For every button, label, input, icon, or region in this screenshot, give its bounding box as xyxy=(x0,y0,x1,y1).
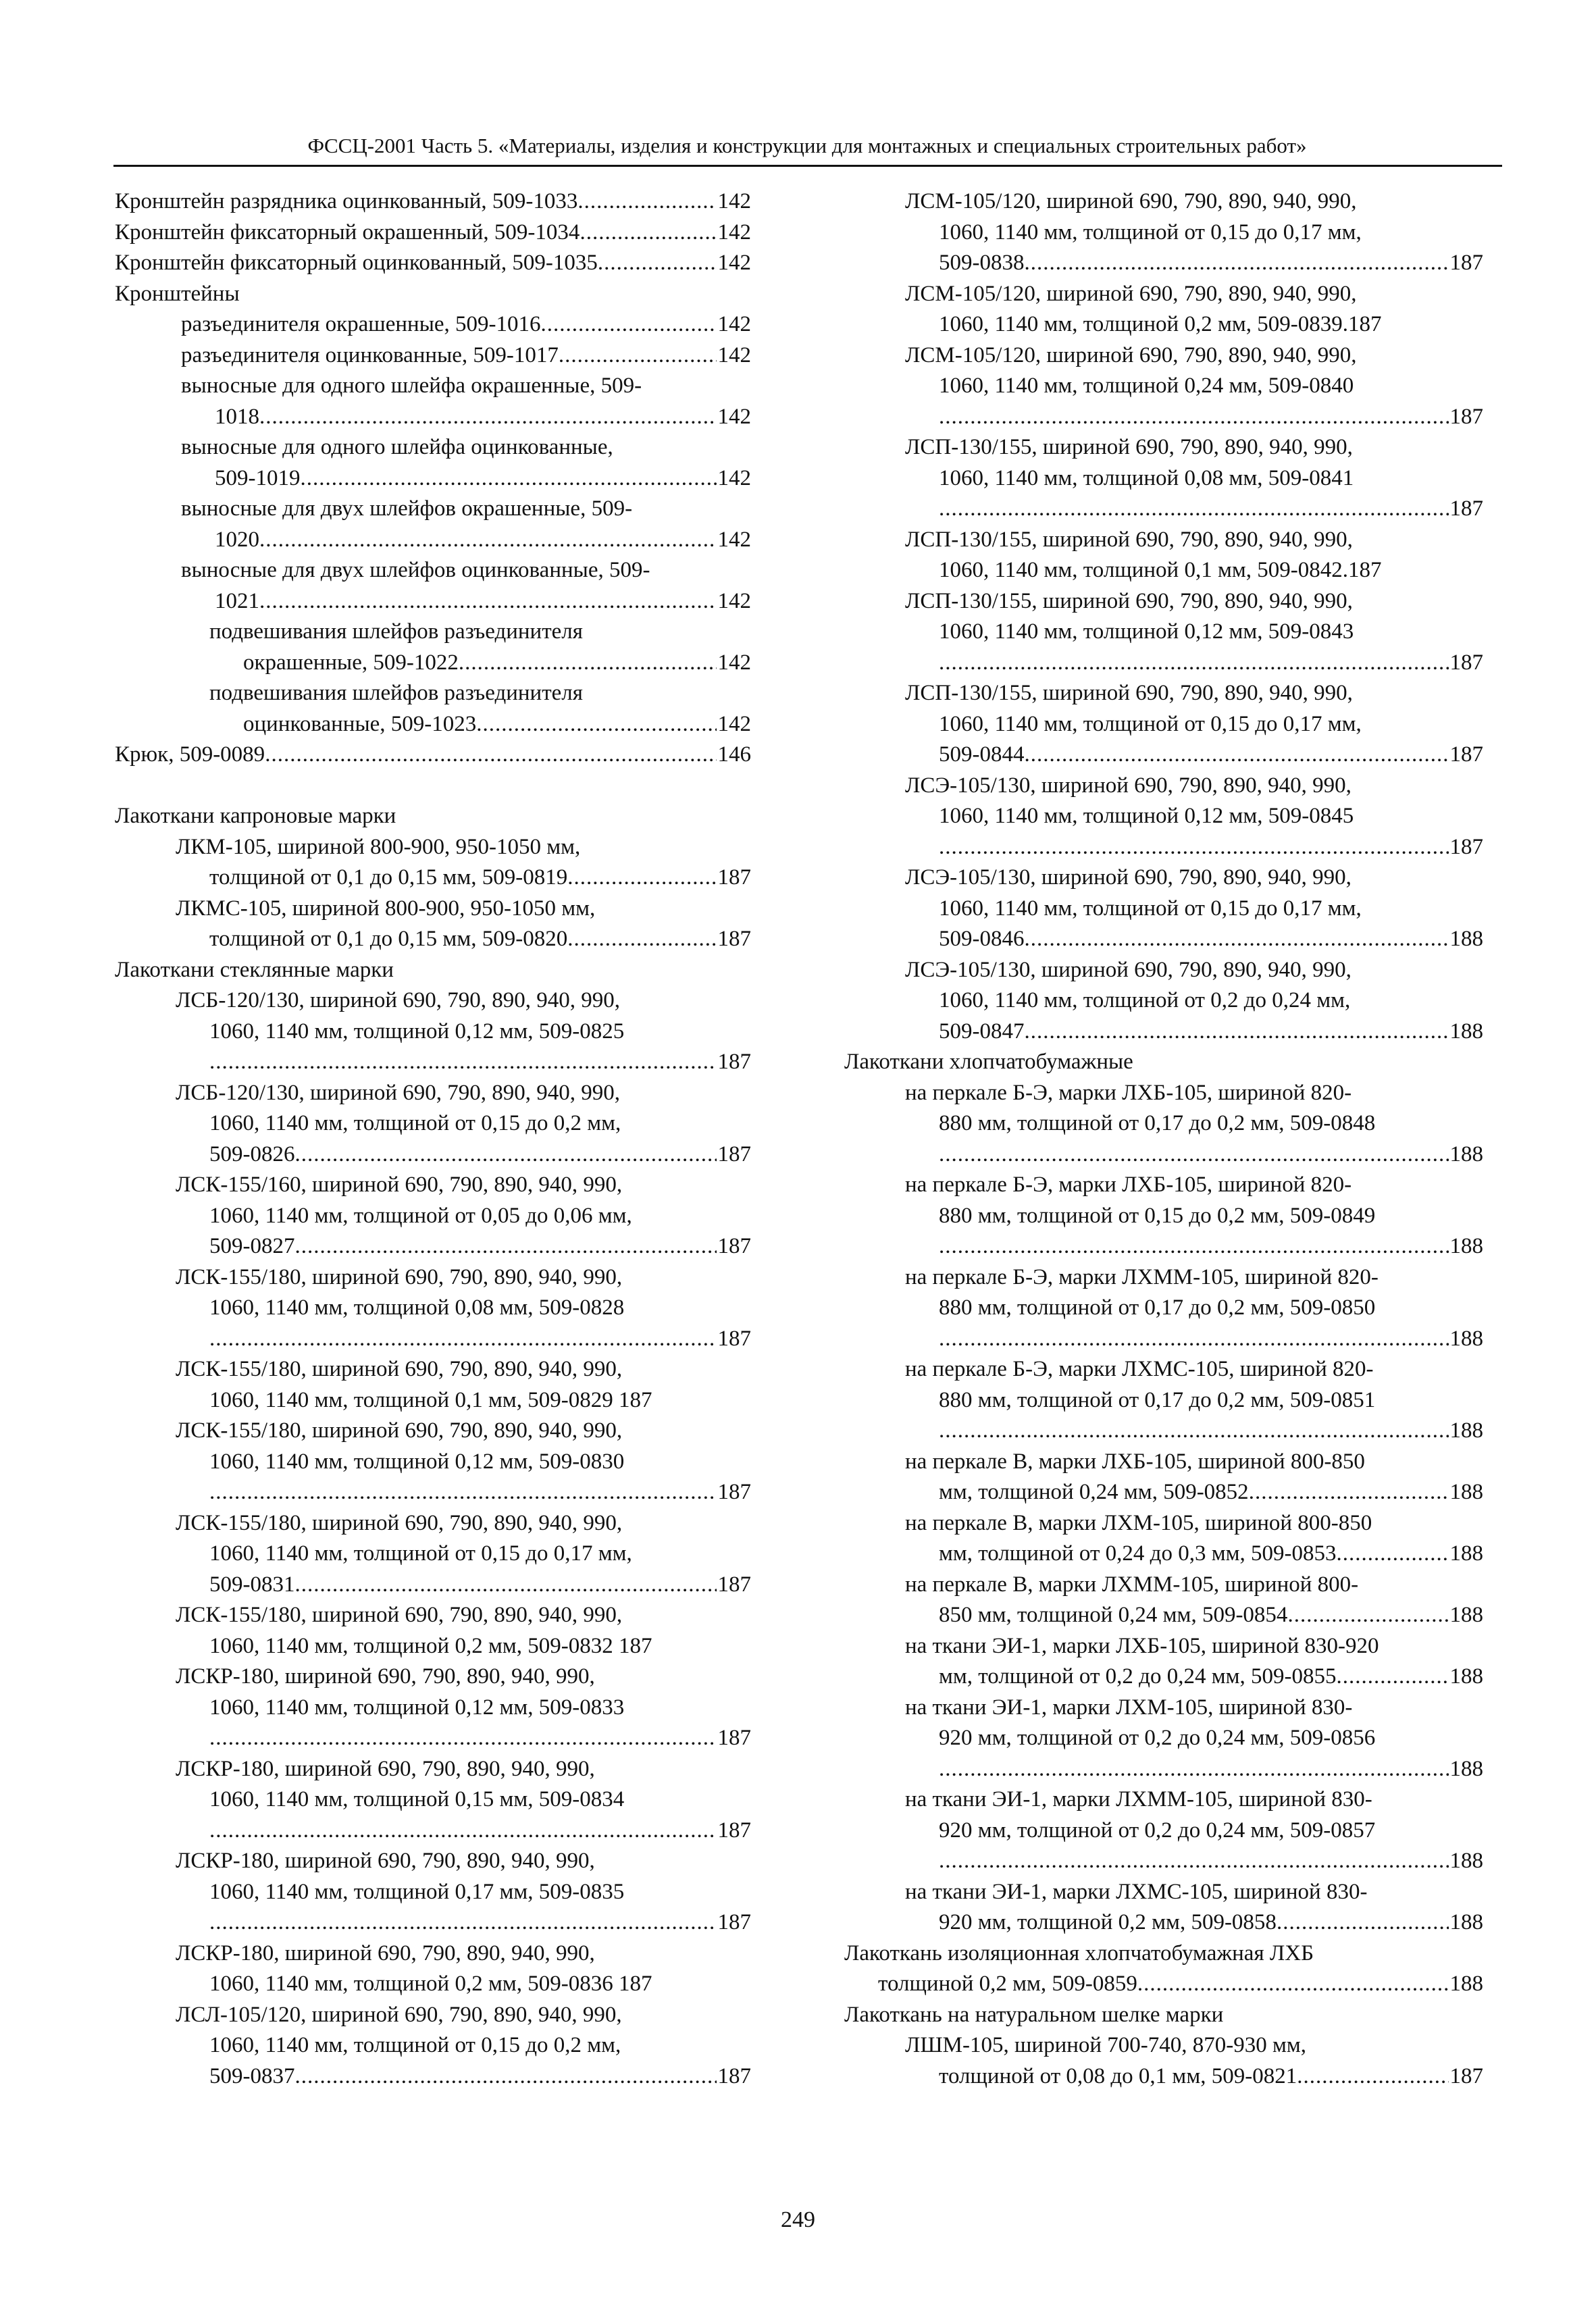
index-entry xyxy=(115,1508,751,1601)
index-entry xyxy=(844,863,1483,955)
entry-text: 509-0826 xyxy=(209,1141,295,1166)
entry-text: Кронштейн разрядника оцинкованный, 509-1033 xyxy=(115,189,578,213)
entry-text: ЛСКР-180, шириной 690, 790, 890, 940, 990, xyxy=(176,1756,595,1781)
entry-text: ЛКМ-105, шириной 800-900, 950-1050 мм, xyxy=(176,834,581,859)
entry-text: выносные для двух шлейфов окрашенные, 509- xyxy=(181,496,633,521)
entry-text: ЛСЛ-105/120, шириной 690, 790, 890, 940, 990, xyxy=(176,2002,622,2027)
entry-text: 1021 xyxy=(215,588,259,613)
entry-page-ref: 187 xyxy=(717,865,751,890)
dot-leader xyxy=(580,217,716,249)
entry-page-ref: 142 xyxy=(717,650,751,675)
entry-text: 509-0838 xyxy=(939,251,1025,275)
index-entry xyxy=(844,1877,1483,1938)
dot-leader xyxy=(209,1324,717,1355)
index-entry xyxy=(115,1754,751,1847)
dot-leader xyxy=(577,186,716,217)
entry-text: 509-0846 xyxy=(939,927,1025,951)
entry-text: 1060, 1140 мм, толщиной от 0,15 до 0,17 мм, xyxy=(939,896,1362,921)
index-entry xyxy=(115,1078,751,1171)
entry-text: 509-1019 xyxy=(215,465,301,490)
dot-leader xyxy=(459,648,717,679)
dot-leader xyxy=(209,1816,717,1847)
entry-text: ЛСЭ-105/130, шириной 690, 790, 890, 940, 990, xyxy=(905,865,1352,890)
entry-text: выносные для одного шлейфа окрашенные, 509- xyxy=(181,374,642,398)
entry-text: ЛСП-130/155, шириной 690, 790, 890, 940, 990, xyxy=(905,588,1353,613)
entry-text: Лакоткань на натуральном шелке марки xyxy=(844,2002,1224,2027)
dot-leader xyxy=(1297,2061,1448,2092)
entry-text: ЛСМ-105/120, шириной 690, 790, 890, 940, 990, xyxy=(905,189,1357,213)
entry-text: окрашенные, 509-1022 xyxy=(243,650,459,675)
entry-text: 880 мм, толщиной от 0,17 до 0,2 мм, 509-0851 xyxy=(939,1387,1376,1412)
entry-text: 1060, 1140 мм, толщиной 0,12 мм, 509-0845 xyxy=(939,804,1354,828)
entry-page-ref: 188 xyxy=(1449,1910,1483,1934)
entry-page-ref: 142 xyxy=(717,404,751,429)
entry-page-ref: 187 xyxy=(717,1141,751,1166)
entry-text: 1060, 1140 мм, толщиной 0,2 мм, 509-0836 187 xyxy=(209,1972,652,1996)
entry-page-ref: 187 xyxy=(717,1726,751,1750)
index-entry xyxy=(115,494,751,555)
entry-text: толщиной от 0,1 до 0,15 мм, 509-0820 xyxy=(209,927,568,951)
index-entry xyxy=(844,525,1483,586)
index-entry xyxy=(844,1631,1483,1693)
entry-page-ref: 187 xyxy=(1449,834,1483,859)
entry-text: 1060, 1140 мм, толщиной 0,2 мм, 509-0839.187 xyxy=(939,312,1382,336)
entry-text: оцинкованные, 509-1023 xyxy=(243,711,477,736)
entry-text: ЛСКР-180, шириной 690, 790, 890, 940, 990, xyxy=(176,1940,595,1965)
index-entry xyxy=(115,801,751,832)
index-entry xyxy=(115,1600,751,1662)
index-entry xyxy=(844,432,1483,525)
index-entry xyxy=(115,832,751,894)
entry-page-ref: 188 xyxy=(1449,1418,1483,1443)
entry-page-ref: 142 xyxy=(717,465,751,490)
entry-text: ЛСМ-105/120, шириной 690, 790, 890, 940, 990, xyxy=(905,342,1357,367)
entry-text: ЛСК-155/180, шириной 690, 790, 890, 940, 990, xyxy=(176,1603,623,1627)
entry-page-ref: 142 xyxy=(717,342,751,367)
dot-leader xyxy=(939,1846,1449,1877)
entry-text: 509-0844 xyxy=(939,742,1025,767)
entry-text: 1060, 1140 мм, толщиной от 0,2 до 0,24 мм, xyxy=(939,988,1351,1012)
index-entry xyxy=(115,1846,751,1938)
entry-text: 1060, 1140 мм, толщиной 0,2 мм, 509-0832 187 xyxy=(209,1633,652,1658)
index-entry xyxy=(115,340,751,371)
entry-page-ref: 188 xyxy=(1449,1141,1483,1166)
entry-text: выносные для двух шлейфов оцинкованные, 509- xyxy=(181,558,650,582)
index-entry xyxy=(844,1047,1483,1078)
dot-leader xyxy=(559,340,717,371)
entry-page-ref: 187 xyxy=(717,1326,751,1351)
index-entry xyxy=(844,1784,1483,1877)
dot-leader xyxy=(259,402,717,433)
entry-text: Лакоткани капроновые марки xyxy=(115,804,396,828)
entry-page-ref: 187 xyxy=(717,1910,751,1934)
entry-text: 509-0831 xyxy=(209,1572,295,1597)
entry-text: ЛШМ-105, шириной 700-740, 870-930 мм, xyxy=(905,2033,1307,2057)
entry-text: Лакоткань изоляционная хлопчатобумажная ЛХБ xyxy=(844,1940,1314,1965)
entry-page-ref: 142 xyxy=(717,527,751,552)
index-entry xyxy=(115,955,751,986)
entry-text: 880 мм, толщиной от 0,15 до 0,2 мм, 509-0849 xyxy=(939,1203,1376,1228)
entry-page-ref: 146 xyxy=(717,742,751,767)
entry-text: Лакоткани стеклянные марки xyxy=(115,957,394,982)
dot-leader xyxy=(209,1477,717,1508)
entry-text: Кронштейны xyxy=(115,281,240,306)
dot-leader xyxy=(259,525,717,556)
dot-leader xyxy=(567,863,716,894)
entry-page-ref: 187 xyxy=(1449,2063,1483,2088)
entry-page-ref: 188 xyxy=(1449,1664,1483,1689)
dot-leader xyxy=(295,1231,717,1262)
entry-text: ЛСП-130/155, шириной 690, 790, 890, 940, 990, xyxy=(905,681,1353,705)
entry-text: ЛСК-155/180, шириной 690, 790, 890, 940, 990, xyxy=(176,1264,623,1289)
entry-text: 1060, 1140 мм, толщиной 0,15 мм, 509-0834 xyxy=(209,1787,625,1811)
entry-text: 1060, 1140 мм, толщиной от 0,15 до 0,17 мм, xyxy=(209,1541,632,1566)
index-entry xyxy=(115,248,751,279)
entry-text: мм, толщиной от 0,2 до 0,24 мм, 509-0855 xyxy=(939,1664,1337,1689)
index-entry xyxy=(115,1662,751,1754)
entry-page-ref: 188 xyxy=(1449,1541,1483,1566)
dot-leader xyxy=(259,586,717,617)
entry-text: 1060, 1140 мм, толщиной 0,12 мм, 509-0825 xyxy=(209,1019,625,1044)
index-entry xyxy=(115,1354,751,1416)
dot-leader xyxy=(1025,924,1449,955)
entry-page-ref: 142 xyxy=(717,588,751,613)
index-entry xyxy=(844,1170,1483,1262)
entry-text: 1060, 1140 мм, толщиной 0,12 мм, 509-0830 xyxy=(209,1449,625,1474)
entry-text: 850 мм, толщиной 0,24 мм, 509-0854 xyxy=(939,1603,1288,1627)
dot-leader xyxy=(939,1324,1449,1355)
index-entry xyxy=(115,309,751,340)
entry-page-ref: 187 xyxy=(717,1572,751,1597)
index-entry xyxy=(115,1938,751,2000)
entry-page-ref: 142 xyxy=(717,189,751,213)
entry-page-ref: 187 xyxy=(717,1480,751,1504)
dot-leader xyxy=(1336,1662,1448,1693)
dot-leader xyxy=(295,1570,717,1601)
entry-text: толщиной 0,2 мм, 509-0859 xyxy=(878,1972,1137,1996)
entry-page-ref: 187 xyxy=(717,2063,751,2088)
index-entry xyxy=(115,678,751,740)
entry-text: на перкале Б-Э, марки ЛХБ-105, шириной 820- xyxy=(905,1173,1352,1197)
entry-text: толщиной от 0,08 до 0,1 мм, 509-0821 xyxy=(939,2063,1297,2088)
index-entry xyxy=(115,555,751,617)
dot-leader xyxy=(1137,1969,1449,2000)
entry-page-ref: 187 xyxy=(1449,496,1483,521)
entry-text: ЛСКР-180, шириной 690, 790, 890, 940, 990, xyxy=(176,1849,595,1873)
entry-page-ref: 187 xyxy=(1449,404,1483,429)
entry-text: ЛСБ-120/130, шириной 690, 790, 890, 940, 990, xyxy=(176,1080,621,1105)
entry-page-ref: 187 xyxy=(717,927,751,951)
entry-page-ref: 142 xyxy=(717,251,751,275)
entry-text: Кронштейн фиксаторный оцинкованный, 509-1035 xyxy=(115,251,598,275)
index-entry xyxy=(115,279,751,310)
entry-text: 509-0827 xyxy=(209,1234,295,1258)
entry-page-ref: 187 xyxy=(1449,251,1483,275)
entry-text: на ткани ЭИ-1, марки ЛХМС-105, шириной 830- xyxy=(905,1879,1368,1904)
entry-text: 880 мм, толщиной от 0,17 до 0,2 мм, 509-0848 xyxy=(939,1111,1376,1135)
index-entry xyxy=(844,1938,1483,2000)
entry-page-ref: 187 xyxy=(1449,742,1483,767)
entry-page-ref: 188 xyxy=(1449,1756,1483,1781)
index-entry xyxy=(844,955,1483,1048)
index-entry xyxy=(115,740,751,771)
dot-leader xyxy=(209,1723,717,1754)
entry-text: 1060, 1140 мм, толщиной 0,08 мм, 509-0828 xyxy=(209,1295,625,1320)
index-entry xyxy=(844,340,1483,433)
index-entry xyxy=(844,1354,1483,1447)
index-entry xyxy=(115,217,751,249)
dot-leader xyxy=(939,832,1449,863)
index-entry xyxy=(844,2030,1483,2092)
dot-leader xyxy=(939,1231,1449,1262)
dot-leader xyxy=(1025,740,1449,771)
index-entry xyxy=(844,279,1483,340)
entry-page-ref: 188 xyxy=(1449,927,1483,951)
entry-text: на ткани ЭИ-1, марки ЛХБ-105, шириной 830-920 xyxy=(905,1633,1379,1658)
index-entry xyxy=(844,1570,1483,1631)
index-entry xyxy=(844,771,1483,863)
entry-text: разъединителя оцинкованные, 509-1017 xyxy=(181,342,559,367)
entry-text: разъединителя окрашенные, 509-1016 xyxy=(181,312,541,336)
entry-page-ref: 188 xyxy=(1449,1480,1483,1504)
entry-text: ЛКМС-105, шириной 800-900, 950-1050 мм, xyxy=(176,896,596,921)
entry-text: толщиной от 0,1 до 0,15 мм, 509-0819 xyxy=(209,865,568,890)
entry-text: Крюк, 509-0089 xyxy=(115,742,265,767)
entry-page-ref: 187 xyxy=(717,1234,751,1258)
entry-page-ref: 188 xyxy=(1449,1972,1483,1996)
dot-leader xyxy=(1287,1600,1448,1631)
entry-text: 1060, 1140 мм, толщиной 0,08 мм, 509-0841 xyxy=(939,465,1354,490)
entry-text: 1060, 1140 мм, толщиной от 0,15 до 0,17 мм, xyxy=(939,220,1362,245)
entry-text: ЛСК-155/180, шириной 690, 790, 890, 940, 990, xyxy=(176,1357,623,1381)
entry-text: 1060, 1140 мм, толщиной от 0,05 до 0,06 мм, xyxy=(209,1203,632,1228)
index-entry xyxy=(115,371,751,432)
dot-leader xyxy=(1025,1017,1449,1048)
dot-leader xyxy=(598,248,717,279)
entry-text: 1060, 1140 мм, толщиной 0,24 мм, 509-0840 xyxy=(939,374,1354,398)
entry-text: 1060, 1140 мм, толщиной 0,1 мм, 509-0829 187 xyxy=(209,1387,652,1412)
index-entry xyxy=(115,432,751,494)
dot-leader xyxy=(1336,1539,1448,1570)
entry-text: ЛСП-130/155, шириной 690, 790, 890, 940, 990, xyxy=(905,435,1353,459)
index-column-right xyxy=(844,186,1483,2092)
entry-text: на перкале Б-Э, марки ЛХБ-105, шириной 820- xyxy=(905,1080,1352,1105)
entry-text: 1060, 1140 мм, толщиной от 0,15 до 0,2 мм, xyxy=(209,2033,621,2057)
index-entry xyxy=(115,894,751,955)
entry-text: 1060, 1140 мм, толщиной от 0,15 до 0,17 мм, xyxy=(939,711,1362,736)
entry-page-ref: 142 xyxy=(717,711,751,736)
entry-page-ref: 188 xyxy=(1449,1019,1483,1044)
index-entry xyxy=(115,1416,751,1508)
entry-text: ЛСЭ-105/130, шириной 690, 790, 890, 940, 990, xyxy=(905,773,1352,798)
entry-text: 1018 xyxy=(215,404,259,429)
entry-text: ЛСК-155/180, шириной 690, 790, 890, 940, 990, xyxy=(176,1510,623,1535)
entry-text: 509-0837 xyxy=(209,2063,295,2088)
index-entry xyxy=(844,1693,1483,1785)
entry-text: 920 мм, толщиной от 0,2 до 0,24 мм, 509-0856 xyxy=(939,1726,1376,1750)
dot-leader xyxy=(265,740,716,771)
entry-page-ref: 142 xyxy=(717,220,751,245)
entry-text: на ткани ЭИ-1, марки ЛХМ-105, шириной 830- xyxy=(905,1695,1353,1720)
dot-leader xyxy=(1025,248,1449,279)
index-entry xyxy=(115,1262,751,1355)
header-divider xyxy=(113,165,1502,167)
index-entry xyxy=(844,586,1483,679)
entry-text: на ткани ЭИ-1, марки ЛХММ-105, шириной 830- xyxy=(905,1787,1372,1811)
entry-text: 1020 xyxy=(215,527,259,552)
entry-text: ЛСЭ-105/130, шириной 690, 790, 890, 940, 990, xyxy=(905,957,1352,982)
entry-page-ref: 187 xyxy=(717,1818,751,1843)
dot-leader xyxy=(567,924,716,955)
entry-text: ЛСК-155/160, шириной 690, 790, 890, 940, 990, xyxy=(176,1173,623,1197)
index-entry xyxy=(115,985,751,1078)
dot-leader xyxy=(1249,1477,1449,1508)
entry-text: на перкале Б-Э, марки ЛХМС-105, шириной 820- xyxy=(905,1357,1374,1381)
dot-leader xyxy=(295,2061,717,2092)
index-entry xyxy=(844,2000,1483,2031)
entry-text: ЛСМ-105/120, шириной 690, 790, 890, 940, 990, xyxy=(905,281,1357,306)
entry-text: 1060, 1140 мм, толщиной 0,17 мм, 509-0835 xyxy=(209,1879,625,1904)
dot-leader xyxy=(939,494,1449,525)
entry-text: на перкале Б-Э, марки ЛХММ-105, шириной 820- xyxy=(905,1264,1379,1289)
entry-text: ЛСБ-120/130, шириной 690, 790, 890, 940, 990, xyxy=(176,988,621,1012)
dot-leader xyxy=(939,1416,1449,1447)
dot-leader xyxy=(209,1047,717,1078)
entry-text: мм, толщиной 0,24 мм, 509-0852 xyxy=(939,1480,1249,1504)
dot-leader xyxy=(939,648,1449,679)
entry-text: выносные для одного шлейфа оцинкованные, xyxy=(181,435,613,459)
dot-leader xyxy=(939,1754,1449,1785)
entry-text: 509-0847 xyxy=(939,1019,1025,1044)
entry-text: Лакоткани хлопчатобумажные xyxy=(844,1050,1133,1074)
index-entry xyxy=(844,1508,1483,1570)
entry-text: ЛСК-155/180, шириной 690, 790, 890, 940, 990, xyxy=(176,1418,623,1443)
dot-leader xyxy=(541,309,717,340)
entry-page-ref: 187 xyxy=(1449,650,1483,675)
dot-leader xyxy=(476,709,716,740)
entry-text: 1060, 1140 мм, толщиной 0,12 мм, 509-0833 xyxy=(209,1695,625,1720)
entry-text: 920 мм, толщиной 0,2 мм, 509-0858 xyxy=(939,1910,1277,1934)
dot-leader xyxy=(939,402,1449,433)
dot-leader xyxy=(939,1139,1449,1171)
entry-text: подвешивания шлейфов разъединителя xyxy=(209,619,583,644)
index-entry xyxy=(115,2000,751,2092)
dot-leader xyxy=(295,1139,717,1171)
index-entry xyxy=(115,617,751,678)
index-column-left xyxy=(115,186,751,2092)
entry-text: на перкале В, марки ЛХММ-105, шириной 800- xyxy=(905,1572,1359,1597)
entry-page-ref: 142 xyxy=(717,312,751,336)
dot-leader xyxy=(209,1907,717,1938)
entry-text: мм, толщиной от 0,24 до 0,3 мм, 509-0853 xyxy=(939,1541,1337,1566)
entry-text: 920 мм, толщиной от 0,2 до 0,24 мм, 509-0857 xyxy=(939,1818,1376,1843)
entry-text: 1060, 1140 мм, толщиной от 0,15 до 0,2 мм, xyxy=(209,1111,621,1135)
dot-leader xyxy=(1277,1907,1449,1938)
entry-page-ref: 188 xyxy=(1449,1849,1483,1873)
entry-text: 880 мм, толщиной от 0,17 до 0,2 мм, 509-0850 xyxy=(939,1295,1376,1320)
entry-page-ref: 188 xyxy=(1449,1326,1483,1351)
entry-text: 1060, 1140 мм, толщиной 0,1 мм, 509-0842.187 xyxy=(939,558,1382,582)
page-header: ФССЦ-2001 Часть 5. «Материалы, изделия и конструкции для монтажных и специальных строительных работ» xyxy=(307,134,1307,157)
index-entry xyxy=(844,1447,1483,1508)
entry-text: ЛСП-130/155, шириной 690, 790, 890, 940, 990, xyxy=(905,527,1353,552)
entry-text: Кронштейн фиксаторный окрашенный, 509-1034 xyxy=(115,220,580,245)
entry-text: на перкале В, марки ЛХМ-105, шириной 800-850 xyxy=(905,1510,1372,1535)
entry-text: на перкале В, марки ЛХБ-105, шириной 800-850 xyxy=(905,1449,1365,1474)
index-entry xyxy=(115,186,751,217)
entry-text: подвешивания шлейфов разъединителя xyxy=(209,681,583,705)
entry-text: 1060, 1140 мм, толщиной 0,12 мм, 509-0843 xyxy=(939,619,1354,644)
index-entry xyxy=(844,186,1483,279)
index-entry xyxy=(115,1170,751,1262)
index-entry xyxy=(844,678,1483,771)
dot-leader xyxy=(301,463,717,494)
index-entry xyxy=(844,1078,1483,1171)
entry-page-ref: 188 xyxy=(1449,1603,1483,1627)
index-entry xyxy=(844,1262,1483,1355)
entry-page-ref: 188 xyxy=(1449,1234,1483,1258)
entry-page-ref: 187 xyxy=(717,1050,751,1074)
entry-text: ЛСКР-180, шириной 690, 790, 890, 940, 990, xyxy=(176,1664,595,1689)
page-number: 249 xyxy=(781,2207,815,2232)
